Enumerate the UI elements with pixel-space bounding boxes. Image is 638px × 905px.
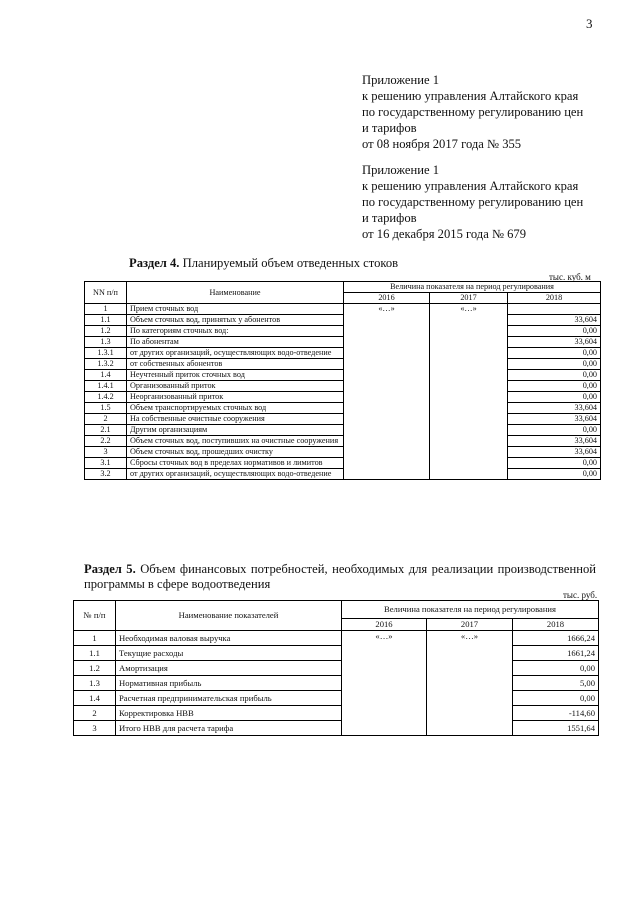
year-2018: 2018 (508, 293, 601, 304)
value-2018: 0,00 (508, 348, 601, 359)
year-2016: 2016 (342, 619, 427, 631)
section4-units: тыс. куб. м (549, 272, 591, 282)
value-2018: 0,00 (508, 381, 601, 392)
value-2018: 1551,64 (513, 721, 599, 736)
table-row (74, 706, 599, 721)
year-2016: 2016 (344, 293, 430, 304)
header-value: Величина показателя на период регулирования (342, 601, 599, 619)
row-name: Итого НВВ для расчета тарифа (116, 721, 342, 736)
value-2018: 33,604 (508, 447, 601, 458)
section5-title (84, 562, 596, 592)
table-row (85, 447, 601, 458)
row-number: 1.3 (74, 676, 116, 691)
value-2016-placeholder: «…» (342, 631, 427, 736)
value-2018: -114,60 (513, 706, 599, 721)
appendix-line: по государственному регулированию цен (362, 195, 584, 209)
appendix-line: Приложение 1 (362, 163, 440, 177)
row-number: 1.3.2 (85, 359, 127, 370)
header-value: Величина показателя на период регулирования (344, 282, 601, 293)
value-2018: 1661,24 (513, 646, 599, 661)
table-row (85, 370, 601, 381)
value-2018: 0,00 (513, 661, 599, 676)
table-header-row (74, 601, 599, 619)
table-row (85, 414, 601, 425)
appendix-line: от 08 ноября 2017 года № 355 (362, 137, 522, 151)
row-name: Организованный приток (127, 381, 344, 392)
value-2018: 0,00 (508, 458, 601, 469)
page-number: 3 (586, 16, 593, 31)
header-num: NN п/п (85, 282, 127, 304)
row-name: На собственные очистные сооружения (127, 414, 344, 425)
section5-label: Раздел 5. (84, 562, 136, 576)
header-num: № п/п (74, 601, 116, 631)
row-number: 1.4 (74, 691, 116, 706)
value-2018: 5,00 (513, 676, 599, 691)
value-2018 (508, 304, 601, 315)
table-header-row (85, 282, 601, 293)
table-row (85, 392, 601, 403)
table-row (85, 425, 601, 436)
value-2018: 0,00 (508, 425, 601, 436)
value-2018: 0,00 (513, 691, 599, 706)
row-number: 1.3 (85, 337, 127, 348)
table-row (85, 436, 601, 447)
table-row (85, 315, 601, 326)
section5-title-text: Объем финансовых потребностей, необходимых для реализации производственной программы в сфере водоотведения (84, 562, 596, 591)
row-number: 1.5 (85, 403, 127, 414)
row-number: 3.2 (85, 469, 127, 480)
appendix-line: по государственному регулированию цен (362, 105, 584, 119)
section4-title-text: Планируемый объем отведенных стоков (182, 256, 399, 270)
value-2018: 1666,24 (513, 631, 599, 646)
value-2018: 0,00 (508, 326, 601, 337)
table-row (74, 661, 599, 676)
value-2018: 0,00 (508, 392, 601, 403)
table-row (85, 359, 601, 370)
table-row (85, 337, 601, 348)
row-name: Необходимая валовая выручка (116, 631, 342, 646)
row-name: от других организаций, осуществляющих водо-отведение (127, 348, 344, 359)
table-row (85, 458, 601, 469)
appendix-line: к решению управления Алтайского края (362, 179, 579, 193)
row-name: По категориям сточных вод: (127, 326, 344, 337)
table-row (85, 304, 601, 315)
value-2018: 0,00 (508, 359, 601, 370)
appendix-line: Приложение 1 (362, 73, 440, 87)
table-row (85, 348, 601, 359)
row-number: 1.4.2 (85, 392, 127, 403)
appendix-line: к решению управления Алтайского края (362, 89, 579, 103)
row-name: Неучтенный приток сточных вод (127, 370, 344, 381)
value-2016-placeholder: «…» (344, 304, 430, 480)
table-row (85, 469, 601, 480)
value-2017-placeholder: «…» (427, 631, 513, 736)
row-name: Объем сточных вод, принятых у абонентов (127, 315, 344, 326)
table-row (74, 721, 599, 736)
value-2018: 33,604 (508, 403, 601, 414)
row-number: 2 (85, 414, 127, 425)
row-name: Неорганизованный приток (127, 392, 344, 403)
row-number: 3 (74, 721, 116, 736)
row-number: 1.4.1 (85, 381, 127, 392)
value-2018: 33,604 (508, 337, 601, 348)
value-2018: 0,00 (508, 370, 601, 381)
appendix-block-1 (362, 72, 583, 152)
section4-title (129, 256, 398, 271)
row-number: 1.1 (85, 315, 127, 326)
appendix-line: и тарифов (362, 211, 417, 225)
row-name: Амортизация (116, 661, 342, 676)
value-2018: 0,00 (508, 469, 601, 480)
value-2018: 33,604 (508, 414, 601, 425)
header-name: Наименование (127, 282, 344, 304)
row-number: 1.3.1 (85, 348, 127, 359)
row-number: 2.2 (85, 436, 127, 447)
row-name: Сбросы сточных вод в пределах нормативов и лимитов (127, 458, 344, 469)
row-name: Объем транспортируемых сточных вод (127, 403, 344, 414)
row-number: 3 (85, 447, 127, 458)
row-name: Корректировка НВВ (116, 706, 342, 721)
table-row (74, 676, 599, 691)
year-2018: 2018 (513, 619, 599, 631)
row-name: от других организаций, осуществляющих водо-отведение (127, 469, 344, 480)
row-name: от собственных абонентов (127, 359, 344, 370)
header-name: Наименование показателей (116, 601, 342, 631)
value-2017-placeholder: «…» (430, 304, 508, 480)
row-number: 1 (74, 631, 116, 646)
appendix-block-2 (362, 162, 583, 242)
row-name: Прием сточных вод (127, 304, 344, 315)
year-2017: 2017 (430, 293, 508, 304)
value-2018: 33,604 (508, 436, 601, 447)
table-row (74, 691, 599, 706)
row-number: 1.1 (74, 646, 116, 661)
row-number: 1.2 (74, 661, 116, 676)
appendix-line: от 16 декабря 2015 года № 679 (362, 227, 527, 241)
table-row (85, 381, 601, 392)
appendix-line: и тарифов (362, 121, 417, 135)
table-row (85, 326, 601, 337)
row-name: Текущие расходы (116, 646, 342, 661)
value-2018: 33,604 (508, 315, 601, 326)
section4-table (84, 281, 601, 480)
section5-units: тыс. руб. (563, 590, 598, 600)
row-number: 3.1 (85, 458, 127, 469)
row-number: 2.1 (85, 425, 127, 436)
table-row (74, 646, 599, 661)
row-name: Расчетная предпринимательская прибыль (116, 691, 342, 706)
table-row (85, 403, 601, 414)
year-2017: 2017 (427, 619, 513, 631)
section4-label: Раздел 4. (129, 256, 180, 270)
row-number: 1 (85, 304, 127, 315)
row-name: Другим организациям (127, 425, 344, 436)
row-name: Нормативная прибыль (116, 676, 342, 691)
row-name: Объем сточных вод, поступивших на очистные сооружения (127, 436, 344, 447)
row-name: По абонентам (127, 337, 344, 348)
section5-table (73, 600, 599, 736)
table-row (74, 631, 599, 646)
row-number: 2 (74, 706, 116, 721)
row-number: 1.2 (85, 326, 127, 337)
row-number: 1.4 (85, 370, 127, 381)
row-name: Объем сточных вод, прошедших очистку (127, 447, 344, 458)
